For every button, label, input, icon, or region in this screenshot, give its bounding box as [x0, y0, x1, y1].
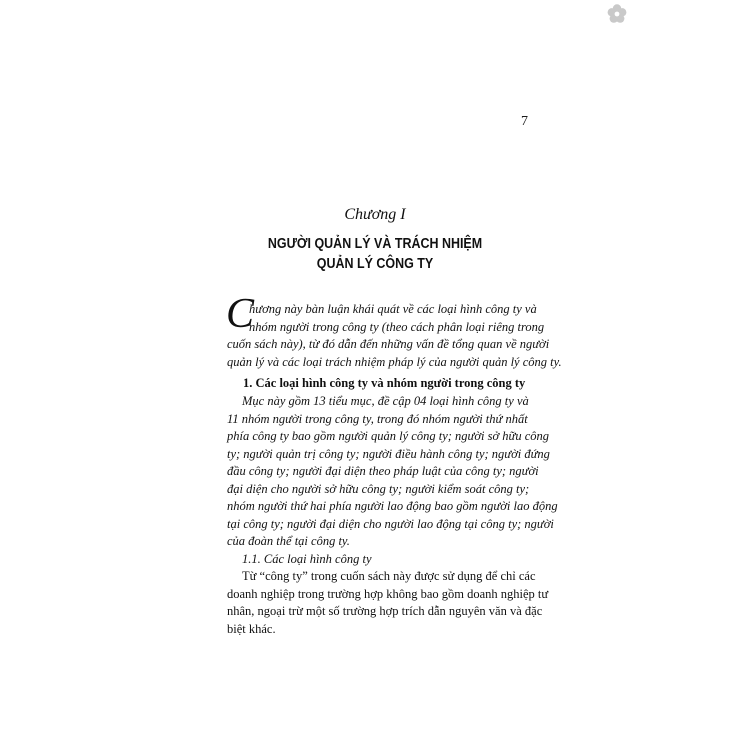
- intro-paragraph: [226, 291, 562, 371]
- intro-line: nhóm người trong công ty (theo cách phân loại riêng trong: [249, 319, 545, 334]
- drop-cap: C: [226, 291, 255, 337]
- section-heading: 1. Các loại hình công ty và nhóm người trong công ty: [243, 376, 526, 390]
- summary-line: tại công ty; người đại diện cho người lao động tại công ty; người: [227, 516, 554, 531]
- chapter-title-line: QUẢN LÝ CÔNG TY: [316, 256, 434, 272]
- summary-line: đầu công ty; người đại diện theo pháp luật của công ty; người: [227, 464, 539, 478]
- chapter-title-line: NGƯỜI QUẢN LÝ VÀ TRÁCH NHIỆM: [267, 236, 483, 252]
- summary-line: Mục này gồm 13 tiểu mục, đề cập 04 loại hình công ty và: [242, 394, 529, 408]
- body-line: doanh nghiệp trong trường hợp không bao gồm doanh nghiệp tư: [227, 586, 549, 601]
- summary-last: [227, 533, 532, 551]
- subsection-heading: 1.1. Các loại hình công ty: [242, 552, 372, 566]
- summary-line: ty; người quản trị công ty; người điều hành công ty; người đứng: [227, 446, 550, 461]
- body-line: biệt khác.: [227, 621, 276, 636]
- page-number: 7: [521, 114, 528, 129]
- chapter-label: Chương I: [344, 206, 406, 223]
- chapter-title: [53, 234, 698, 274]
- subsection-heading-block: [227, 551, 532, 569]
- summary-line: phía công ty bao gồm người quản lý công ty; người sở hữu công: [227, 429, 550, 443]
- intro-line: quản lý và các loại trách nhiệm pháp lý của người quản lý công ty.: [227, 354, 562, 369]
- summary-line: 11 nhóm người trong công ty, trong đó nhóm người thứ nhất: [227, 411, 528, 426]
- subsection-body: [227, 568, 549, 638]
- summary-line: nhóm người thứ hai phía người lao động bao gồm người lao động: [227, 499, 558, 513]
- body-line: nhân, ngoại trừ một số trường hợp trích dẫn nguyên văn và đặc: [227, 604, 543, 618]
- summary-line: đại diện cho người sở hữu công ty; người kiểm soát công ty;: [227, 481, 530, 496]
- summary-line: của đoàn thể tại công ty.: [227, 534, 350, 548]
- flower-logo-icon: [606, 3, 628, 25]
- section-summary: [227, 393, 558, 533]
- body-line: Từ “công ty” trong cuốn sách này được sử dụng để chỉ các: [242, 569, 536, 583]
- intro-line: hương này bàn luận khái quát về các loại hình công ty và: [249, 302, 537, 316]
- intro-line: cuốn sách này), từ đó dẫn đến những vấn đề tổng quan về người: [227, 337, 550, 351]
